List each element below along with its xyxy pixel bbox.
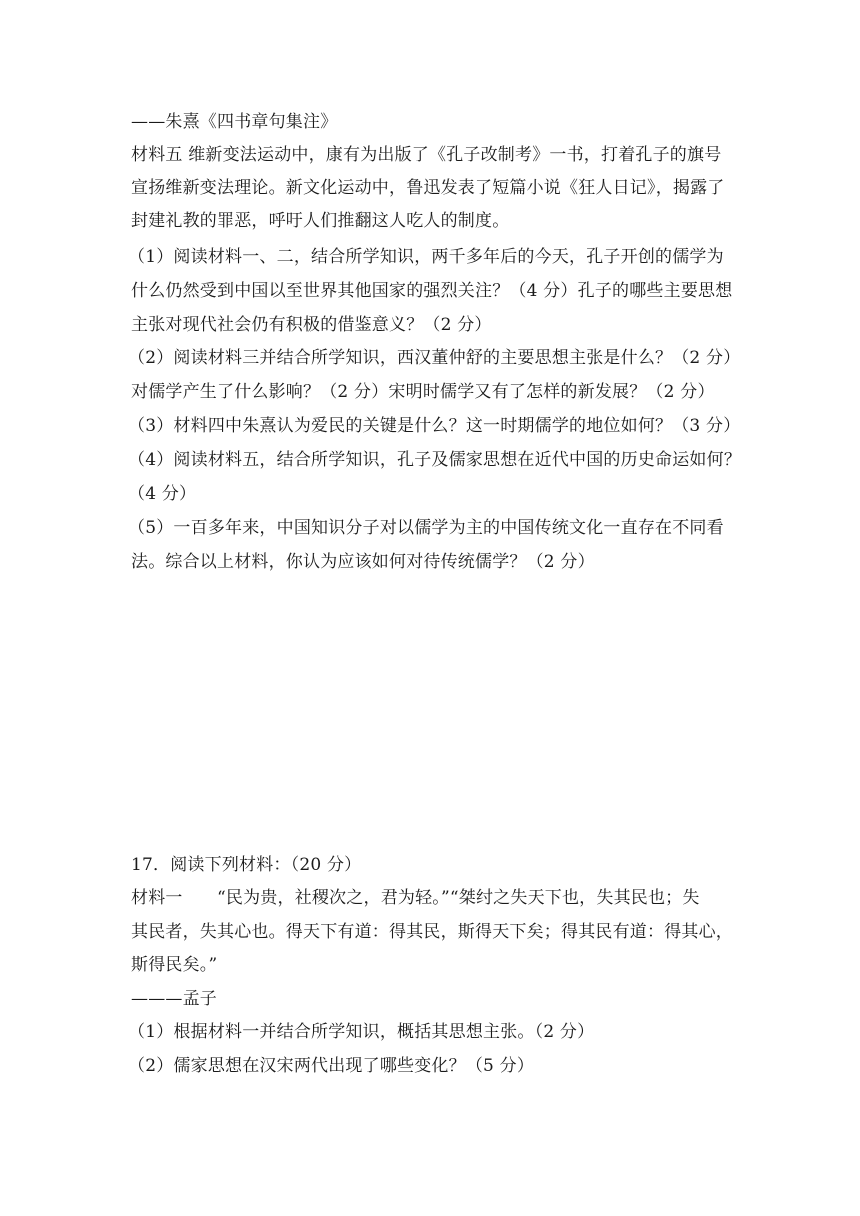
material-5-line-1: 材料五 维新变法运动中，康有为出版了《孔子改制考》一书，打着孔子的旗号 <box>131 145 722 165</box>
question-5-line-1: （5）一百多年来，中国知识分子对以儒学为主的中国传统文化一直存在不同看 <box>128 518 724 538</box>
source-attribution-mencius: ———孟子 <box>131 989 217 1009</box>
source-attribution-zhuxi: ——朱熹《四书章句集注》 <box>131 112 338 132</box>
material-1-line-3: 斯得民矣。” <box>131 955 218 975</box>
question-2-line-1: （2）阅读材料三并结合所学知识，西汉董仲舒的主要思想主张是什么？（2 分） <box>128 348 741 368</box>
question-5-line-2: 法。综合以上材料，你认为应该如何对待传统儒学？（2 分） <box>131 552 595 572</box>
question-4-line-1: （4）阅读材料五，结合所学知识，孔子及儒家思想在近代中国的历史命运如何？ <box>128 450 742 470</box>
question-17-2: （2）儒家思想在汉宋两代出现了哪些变化？（5 分） <box>128 1056 535 1076</box>
question-1-line-2: 什么仍然受到中国以至世界其他国家的强烈关注？（4 分）孔子的哪些主要思想 <box>131 281 733 301</box>
question-1-line-3: 主张对现代社会仍有积极的借鉴意义？（2 分） <box>131 315 492 335</box>
material-1-line-2: 其民者，失其心也。得天下有道：得其民，斯得天下矣；得其民有道：得其心， <box>131 922 733 942</box>
question-3-line-1: （3）材料四中朱熹认为爱民的关键是什么？这一时期儒学的地位如何？（3 分） <box>128 416 741 436</box>
question-17-1: （1）根据材料一并结合所学知识，概括其思想主张。（2 分） <box>128 1022 595 1042</box>
question-2-line-2: 对儒学产生了什么影响？（2 分）宋明时儒学又有了怎样的新发展？（2 分） <box>131 382 715 402</box>
question-1-line-1: （1）阅读材料一、二，结合所学知识，两千多年后的今天，孔子开创的儒学为 <box>128 247 724 267</box>
question-4-line-2: （4 分） <box>128 484 197 504</box>
material-1-line-1: 材料一 “民为贵，社稷次之，君为轻。”“桀纣之失天下也，失其民也；失 <box>131 888 700 908</box>
material-5-line-3: 封建礼教的罪恶，呼吁人们推翻这人吃人的制度。 <box>131 211 510 231</box>
material-5-line-2: 宣扬维新变法理论。新文化运动中，鲁迅发表了短篇小说《狂人日记》，揭露了 <box>131 178 725 198</box>
question-17-heading: 17．阅读下列材料：（20 分） <box>131 855 362 875</box>
